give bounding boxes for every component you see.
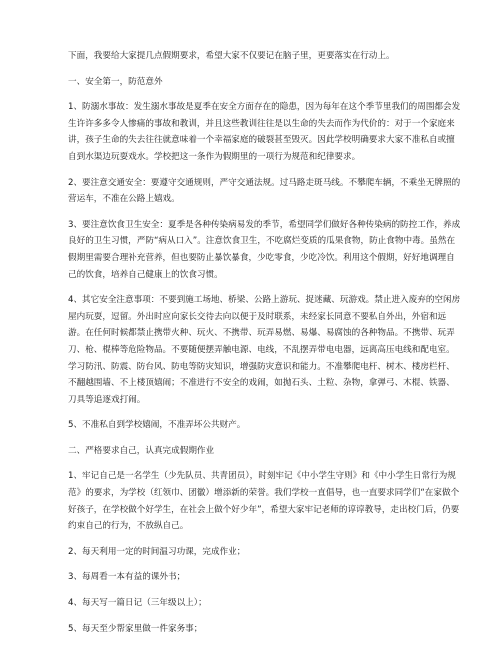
- paragraph-food-hygiene: 3、要注意饮食卫生安全：夏季是各种传染病易发的季节，希望同学们做好各种传染病的防控工作，养成良好的卫生习惯，严防“病从口入”。注意饮食卫生，不吃腐烂变质的瓜果食物，防止食物中毒。虽然在假期里需要合理补充营养，但也要防止暴饮暴食，少吃零食，少吃冷饮。利用这个假期，好好地调理自己的饮食，培养自己健康上的饮食习惯。: [68, 219, 461, 280]
- list-item-review: 2、每天利用一定的时间温习功课，完成作业；: [68, 546, 246, 557]
- paragraph-other-safety: 4、其它安全注意事项：不要到施工场地、桥梁、公路上游玩、捉迷藏、玩游戏。禁止进入废弃的空闲房屋内玩耍，逗留。外出时应向家长交待去向以便于及时联系，未经家长同意不要私自外出，外宿和远游。在任何时候都禁止携带火种、玩火、不携带、玩弄易燃、易爆、易腐蚀的各种物品。不携带、玩弄刀、枪、棍棒等危险物品。不要随便摆弄触电源、电线，不乱摆弄带电电器，远离高压电线和配电室。学习防汛、防震、防台风、防电等防灾知识，增强防灾意识和能力。不准攀爬电杆、树木、楼房栏杆、不翻越围墙、不上楼顶嬉闹；不准进行不安全的戏闹，如抛石头、土粒、杂物，拿弹弓、木棍、铁器、刀具等追逐戏打闹。: [68, 295, 461, 405]
- paragraph-school-property: 5、不准私自到学校嬉闹，不准弄坏公共财产。: [68, 420, 246, 431]
- list-item-housework: 5、每天至少帮家里做一件家务事；: [68, 623, 203, 634]
- list-item-reading: 3、每周看一本有益的课外书；: [68, 572, 186, 583]
- list-item-diary: 4、每天写一篇日记（三年级以上）；: [68, 598, 207, 609]
- paragraph-traffic: 2、要注意交通安全：要遵守交通规则，严守交通法规。过马路走斑马线。不攀爬车辆，不乘坐无牌照的营运车，不准在公路上嬉戏。: [68, 177, 461, 205]
- section-heading-homework: 二、严格要求自己，认真完成假期作业: [68, 445, 215, 456]
- section-heading-safety: 一、安全第一，防范意外: [68, 76, 163, 87]
- paragraph-drowning: 1、防溺水事故：发生溺水事故是夏季在安全方面存在的隐患，因为每年在这个季节里我们的周围都会发生许许多多令人惨痛的事故和教训，并且这些教训往往是以生命的失去而作为代价的：对于一个家庭来讲，孩子生命的失去往往就意味着一个幸福家庭的破裂甚至毁灭。因此学校明确要求大家不准私自或擅自到水渠边玩耍戏水。学校把这一条作为假期里的一项行为规范和纪律要求。: [68, 102, 461, 162]
- intro-paragraph: 下面，我要给大家提几点假期要求，希望大家不仅要记在脑子里，更要落实在行动上。: [68, 51, 395, 61]
- paragraph-student-conduct: 1、牢记自己是一名学生（少先队员、共青团员），时刻牢记《中小学生守则》和《中小学生日常行为规范》的要求，为学校（红领巾、团徽）增添新的荣誉。我们学校一直倡导，也一直要求同学们“在家做个好孩子，在学校做个好学生，在社会上做个好少年”，希望大家牢记老师的谆谆教导，走出校门后，仍要约束自己的行为，不放纵自己。: [68, 471, 460, 532]
